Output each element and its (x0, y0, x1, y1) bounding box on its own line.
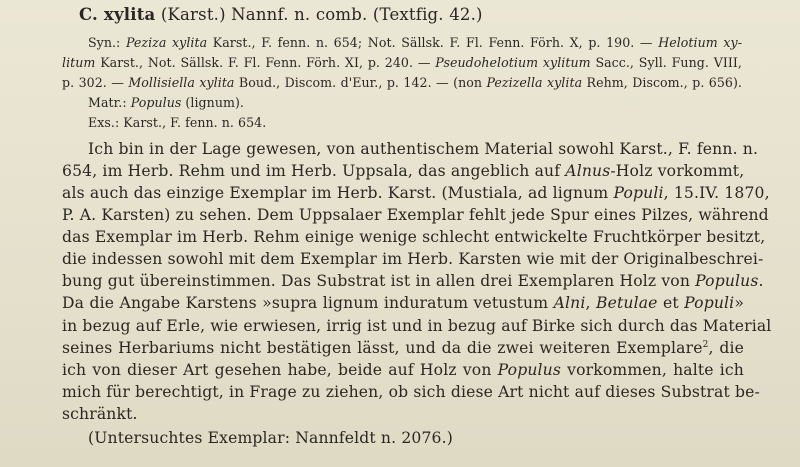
body-line-12: mich für berechtigt, in Frage zu ziehen, ob sich diese Art nicht auf dieses Substrat be- (62, 383, 760, 401)
body-line-5: das Exemplar im Herb. Rehm einige wenige schlecht entwickelte Fruchtkörper besitzt, (62, 228, 766, 246)
matrix-line (88, 95, 244, 110)
species-heading (79, 5, 483, 24)
synonymy-line-1 (88, 35, 742, 50)
body-line-13: schränkt. (62, 405, 138, 423)
body-line-8 (62, 294, 744, 312)
syn-taxon: Pseudohelotium xylitum (435, 55, 591, 70)
body-line-3 (62, 184, 770, 202)
syn-text: Boud., Discom. d'Eur., p. 142. — (non (234, 75, 487, 90)
body-line-10 (62, 339, 744, 357)
body-text: , (585, 294, 596, 312)
body-text: Da die Angabe Karstens »supra lignum induratum vetustum (62, 294, 554, 312)
matrix-suffix: (lignum). (181, 95, 244, 110)
syn-text: Karst., Not. Sällsk. F. Fl. Fenn. Förh. XI, p. 240. — (95, 55, 436, 70)
body-text: 654, im Herb. Rehm und im Herb. Uppsala, das angeblich auf (62, 162, 566, 180)
body-line-4: P. A. Karsten) zu sehen. Dem Uppsalaer Exemplar fehlt jede Spur eines Pilzes, während (62, 206, 769, 224)
syn-text: p. 302. — (62, 75, 129, 90)
body-text: seines Herbariums nicht bestätigen lässt, und da die zwei weiteren Exemplare (62, 339, 703, 357)
syn-text: Rehm, Discom., p. 656). (582, 75, 742, 90)
body-taxon: Populi (684, 294, 735, 312)
body-taxon: Alni (553, 294, 586, 312)
syn-taxon: Peziza xylita (125, 35, 208, 50)
body-taxon: Betulae (596, 294, 658, 312)
syn-taxon: Mollisiella xylita (128, 75, 235, 90)
body-text: » (734, 294, 745, 312)
species-name: C. xylita (79, 5, 156, 24)
synonymy-line-3 (62, 75, 742, 90)
body-text: -Holz vorkommt, (610, 162, 745, 180)
body-line-1: Ich bin in der Lage gewesen, von authentischem Material sowohl Karst., F. fenn. n. (88, 140, 759, 158)
body-line-11 (62, 361, 744, 379)
body-text: ich von dieser Art gesehen habe, beide auf Holz von (62, 361, 498, 379)
synonymy-line-2 (62, 55, 742, 70)
body-line-2 (62, 162, 744, 180)
body-taxon: Populi (613, 184, 664, 202)
body-text: als auch das einzige Exemplar im Herb. Karst. (Mustiala, ad lignum (62, 184, 614, 202)
species-authority: (Karst.) Nannf. n. comb. (Textfig. 42.) (160, 5, 483, 24)
body-text: bung gut übereinstimmen. Das Substrat ist in allen drei Exemplaren Holz von (62, 272, 696, 290)
body-line-9: in bezug auf Erle, wie erwiesen, irrig ist und in bezug auf Birke sich durch das Material (62, 317, 772, 335)
specimen-note: (Untersuchtes Exemplar: Nannfeldt n. 2076.) (88, 429, 453, 447)
syn-taxon: Helotium xy- (658, 35, 742, 50)
body-text: et (657, 294, 685, 312)
body-text: . (758, 272, 764, 290)
body-taxon: Populus (497, 361, 562, 379)
syn-text: Karst., F. fenn. n. 654; Not. Sällsk. F. Fl. Fenn. Förh. X, p. 190. — (207, 35, 659, 50)
body-text: , die (708, 339, 744, 357)
syn-taxon: litum (62, 55, 96, 70)
syn-label: Syn.: (88, 35, 126, 50)
exsiccata-line: Exs.: Karst., F. fenn. n. 654. (88, 115, 267, 130)
matrix-taxon: Populus (130, 95, 182, 110)
body-text: , 15.IV. 1870, (663, 184, 770, 202)
body-text: vorkommen, halte ich (561, 361, 744, 379)
body-taxon: Populus (695, 272, 759, 290)
syn-text: Sacc., Syll. Fung. VIII, (590, 55, 742, 70)
body-line-6: die indessen sowohl mit dem Exemplar im Herb. Karsten wie mit der Originalbeschrei- (62, 250, 764, 268)
footnote-marker: 2 (702, 340, 709, 350)
body-taxon: Alnus (565, 162, 611, 180)
body-line-7 (62, 272, 764, 290)
matrix-label: Matr.: (88, 95, 131, 110)
syn-taxon: Pezizella xylita (486, 75, 583, 90)
